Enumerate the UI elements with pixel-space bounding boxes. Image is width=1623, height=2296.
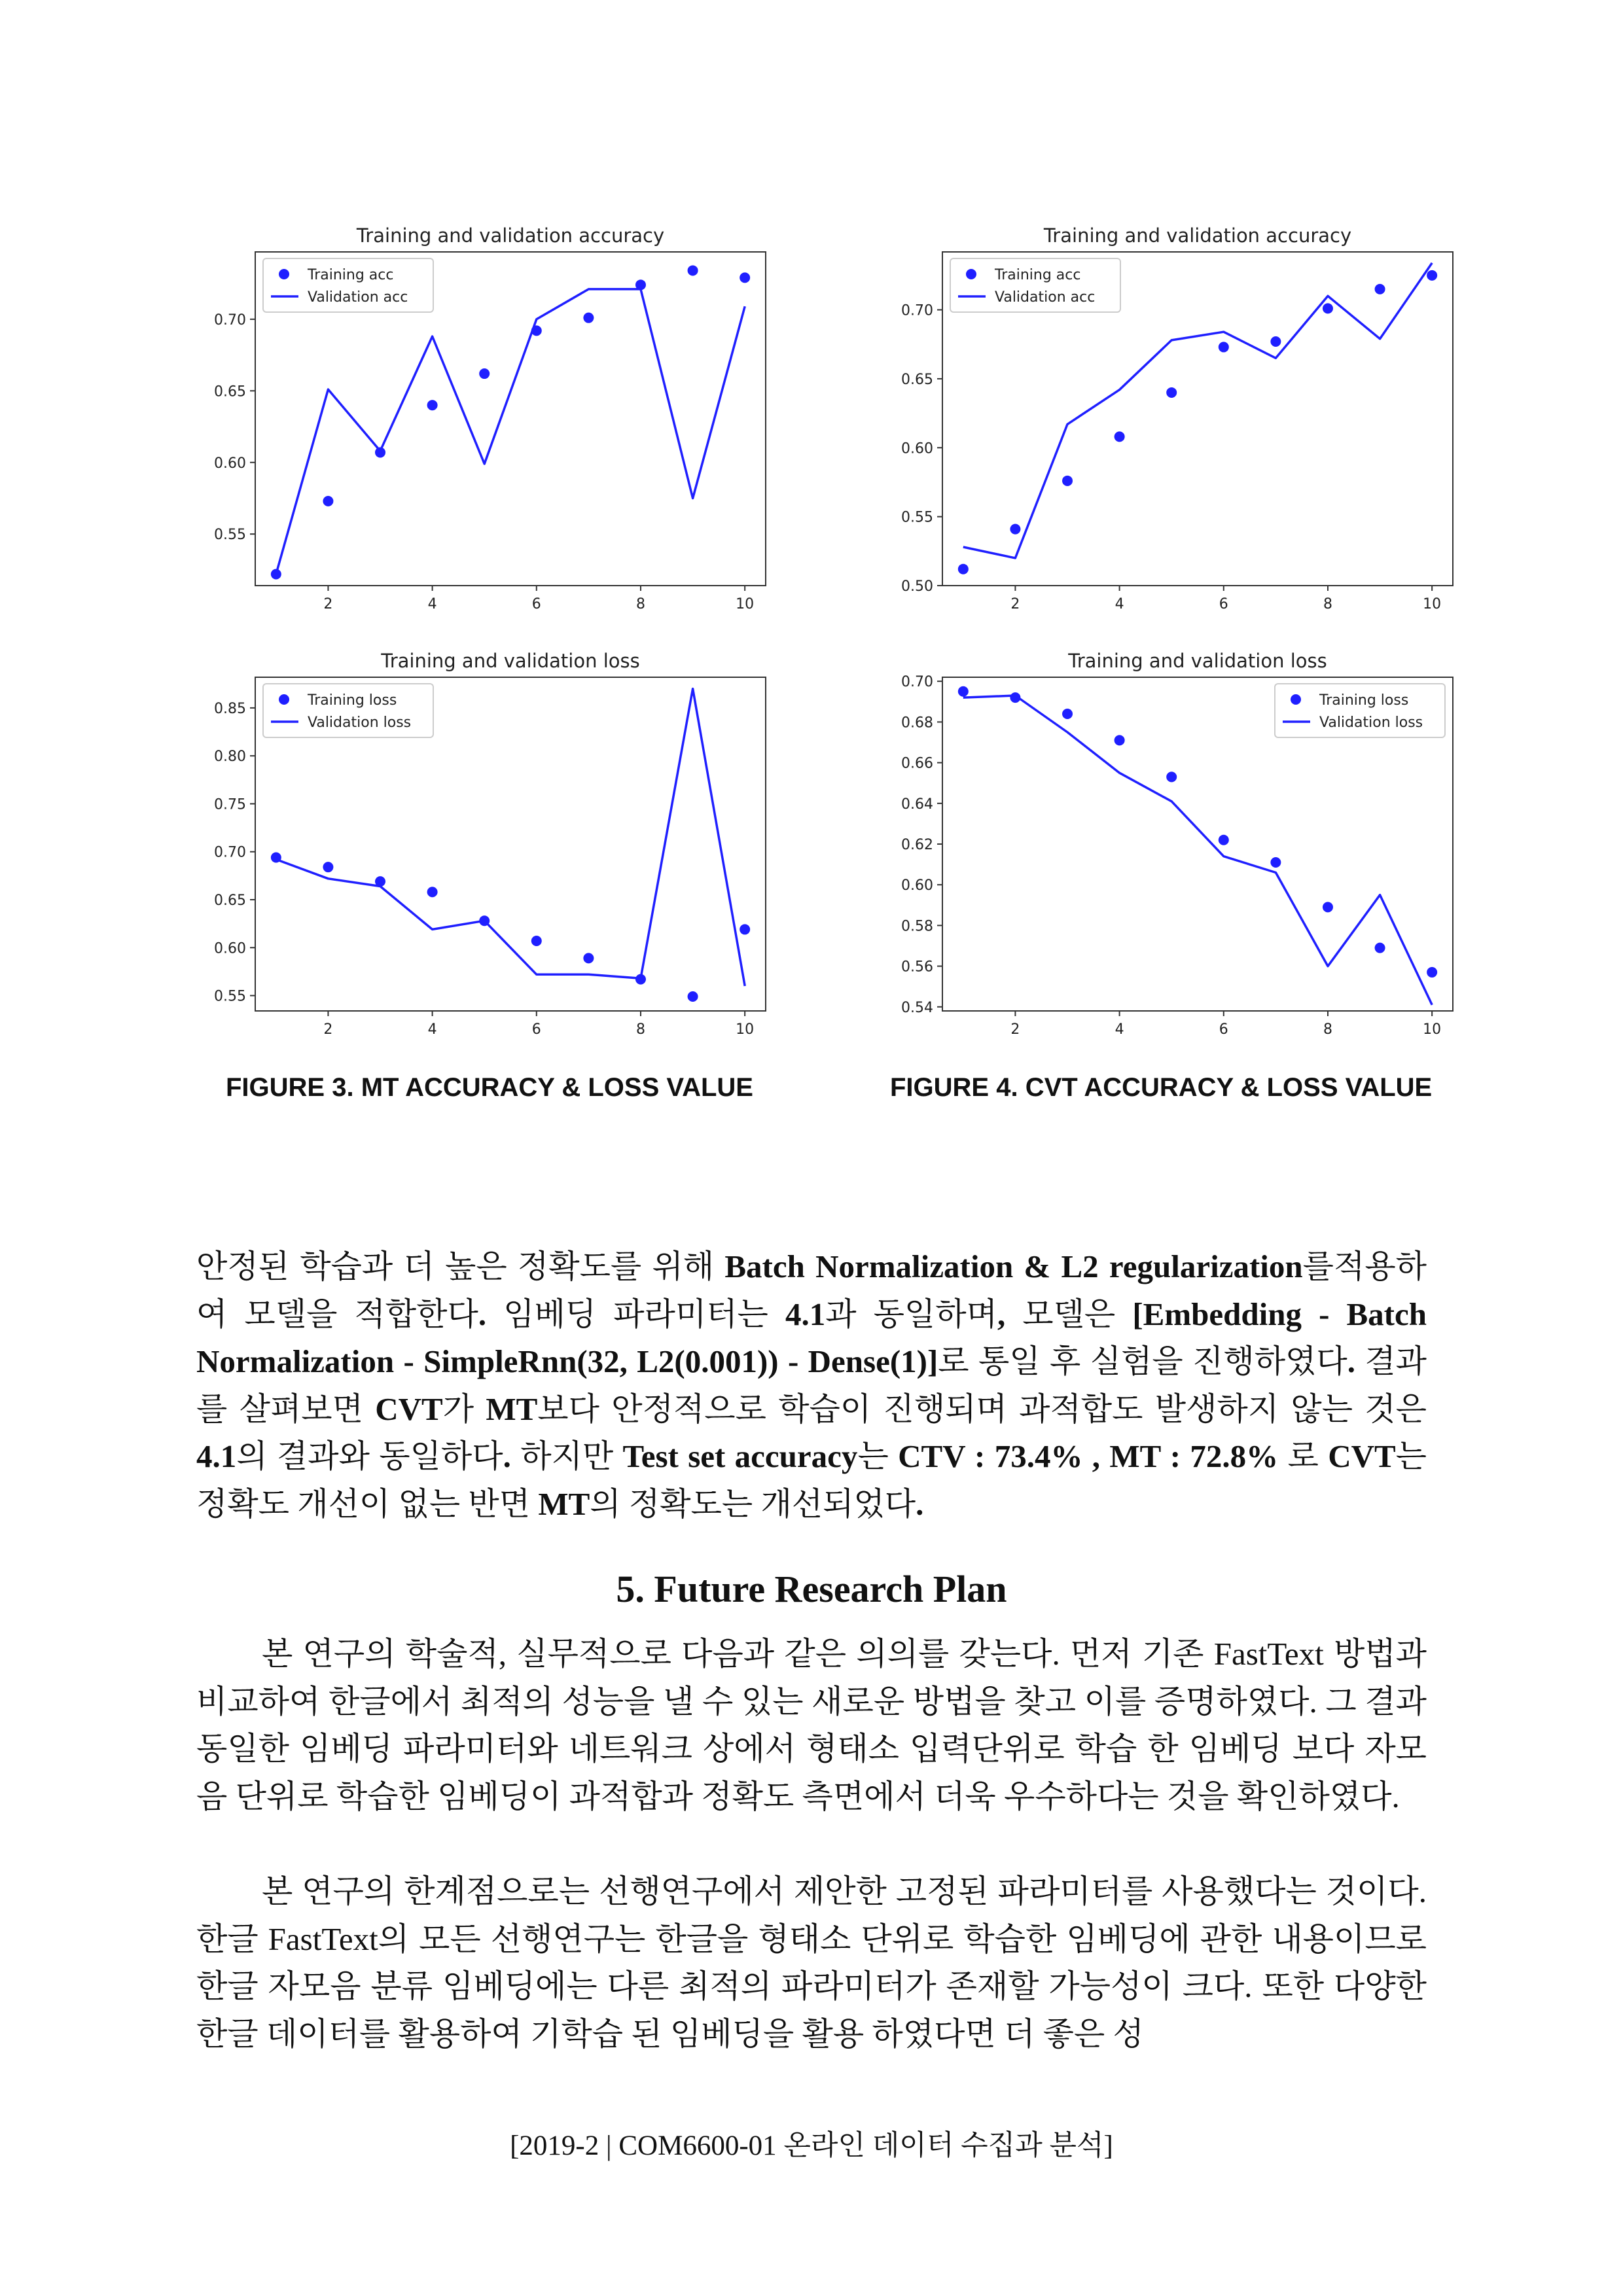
p1-bold: MT — [538, 1485, 590, 1522]
p1-text: 임베딩 파라미터는 — [486, 1296, 785, 1332]
figure-4-caption: FIGURE 4. CVT ACCURACY & LOSS VALUE — [890, 1073, 1433, 1102]
y-tick-label: 0.58 — [901, 918, 933, 935]
legend-marker-training — [966, 269, 976, 279]
y-tick-label: 0.54 — [901, 999, 933, 1016]
y-tick-label: 0.60 — [214, 455, 246, 472]
results-paragraph — [196, 1243, 1427, 1528]
x-tick-label: 2 — [1010, 1021, 1020, 1038]
training-point — [1062, 709, 1073, 719]
legend-marker-training — [279, 694, 289, 705]
y-tick-label: 0.70 — [901, 302, 933, 319]
y-tick-label: 0.65 — [901, 371, 933, 388]
legend-marker-training — [1291, 694, 1301, 705]
chart-svg — [844, 641, 1564, 1060]
chart-svg — [157, 216, 877, 635]
y-tick-label: 0.55 — [214, 988, 246, 1005]
p1-text: 의 결과와 동일하다 — [236, 1438, 503, 1474]
chart-title: Training and validation accuracy — [356, 224, 665, 247]
training-point — [427, 887, 438, 897]
chart-title: Training and validation loss — [1068, 650, 1327, 672]
p1-text: 는 정확도 개선이 없는 반면 — [196, 1438, 1427, 1522]
legend-label-training: Training loss — [1319, 692, 1409, 709]
x-tick-label: 8 — [635, 1021, 645, 1038]
legend-marker-training — [279, 269, 289, 279]
y-tick-label: 0.60 — [901, 440, 933, 457]
training-point — [1166, 771, 1177, 782]
p1-bold: . — [916, 1485, 924, 1522]
validation-line — [963, 696, 1432, 1005]
x-tick-label: 2 — [323, 1021, 333, 1038]
x-tick-label: 10 — [736, 1021, 755, 1038]
p1-bold: 4.1 — [196, 1438, 237, 1474]
training-point — [1010, 524, 1020, 535]
x-tick-label: 4 — [1115, 596, 1124, 612]
x-tick-label: 6 — [531, 596, 541, 612]
p1-text: 결과를 살펴보면 — [196, 1343, 1427, 1427]
p1-text: 의 정확도는 개선되었다 — [590, 1485, 916, 1522]
training-point — [531, 325, 542, 336]
training-point — [740, 924, 750, 934]
research-significance-paragraph: 본 연구의 학술적, 실무적으로 다음과 같은 의의를 갖는다. 먼저 기존 FastText 방법과 비교하여 한글에서 최적의 성능을 낼 수 있는 새로운 방법을 찾고 이를 증명하였다. 그 결과 동일한 임베딩 파라미터와 네트워크 상에서 형태소 입력단위로 학습 한 임베딩 보다 자모음 단위로 학습한 임베딩이 과적합과 정확도 측면에서 더욱 우수하다는 것을 확인하였다. — [196, 1636, 1427, 1814]
training-point — [323, 862, 333, 872]
training-point — [1270, 336, 1281, 347]
figure-3-caption: FIGURE 3. MT ACCURACY & LOSS VALUE — [226, 1073, 753, 1102]
training-point — [958, 686, 969, 697]
training-point — [740, 272, 750, 283]
training-point — [375, 876, 385, 887]
x-tick-label: 2 — [1010, 596, 1020, 612]
p1-text: 로 통일 후 실험을 진행하였다 — [938, 1343, 1347, 1379]
y-tick-label: 0.70 — [214, 844, 246, 861]
training-point — [1115, 735, 1125, 745]
x-tick-label: 10 — [736, 596, 755, 612]
training-point — [1427, 270, 1437, 281]
y-tick-label: 0.55 — [214, 527, 246, 544]
training-point — [479, 915, 490, 926]
training-point — [1115, 431, 1125, 442]
chart-title: Training and validation accuracy — [1043, 224, 1352, 247]
training-point — [1219, 342, 1229, 352]
y-tick-label: 0.64 — [901, 796, 933, 813]
p1-bold: . — [503, 1438, 511, 1474]
y-tick-label: 0.68 — [901, 715, 933, 732]
training-point — [427, 400, 438, 410]
p1-bold: . — [1347, 1343, 1355, 1379]
p1-text: 안정된 학습과 더 높은 정확도를 위해 — [196, 1248, 725, 1284]
chart-cvt-accuracy — [844, 216, 1564, 635]
y-tick-label: 0.60 — [901, 877, 933, 894]
legend-label-training: Training acc — [308, 267, 394, 283]
legend-label-training: Training loss — [308, 692, 397, 709]
p1-text: 보다 안정적으로 학습이 진행되며 과적합도 발생하지 않는 것은 — [537, 1390, 1427, 1427]
p1-text: 를적용하여 모델을 적합한다 — [196, 1248, 1427, 1332]
training-point — [635, 279, 646, 290]
p1-text: 가 — [442, 1390, 486, 1427]
y-tick-label: 0.50 — [901, 578, 933, 595]
training-point — [958, 564, 969, 574]
training-point — [1270, 857, 1281, 868]
chart-svg — [844, 216, 1564, 635]
p1-bold: [Embedding - Batch Normalization - SimpleRnn(32, L2(0.001)) - Dense(1)] — [196, 1296, 1427, 1379]
p1-text: 하지만 — [510, 1438, 623, 1474]
chart-cvt-loss — [844, 641, 1564, 1060]
training-point — [1375, 943, 1385, 953]
training-point — [1323, 303, 1333, 313]
p1-bold: CVT — [1328, 1438, 1396, 1474]
x-tick-label: 4 — [427, 596, 437, 612]
p1-bold: Test set accuracy — [622, 1438, 858, 1474]
training-point — [479, 368, 490, 379]
p1-bold: CTV : 73.4% , MT : 72.8% — [898, 1438, 1279, 1474]
x-tick-label: 6 — [1219, 1021, 1228, 1038]
training-point — [1375, 284, 1385, 294]
y-tick-label: 0.85 — [214, 700, 246, 717]
p1-bold: 4.1 — [785, 1296, 826, 1332]
training-point — [271, 569, 281, 579]
training-point — [1323, 902, 1333, 912]
legend-label-validation: Validation loss — [1319, 715, 1423, 731]
y-tick-label: 0.56 — [901, 959, 933, 976]
x-tick-label: 2 — [323, 596, 333, 612]
x-tick-label: 8 — [635, 596, 645, 612]
training-point — [1427, 967, 1437, 978]
x-tick-label: 10 — [1423, 1021, 1442, 1038]
legend-label-training: Training acc — [995, 267, 1081, 283]
x-tick-label: 4 — [1115, 1021, 1124, 1038]
training-point — [1062, 476, 1073, 486]
legend-label-validation: Validation acc — [995, 289, 1096, 306]
p1-text: 과 동일하며 — [825, 1296, 997, 1332]
section-title: 5. Future Research Plan — [616, 1568, 1007, 1610]
p1-text: 로 — [1278, 1438, 1329, 1474]
training-point — [271, 853, 281, 863]
training-point — [375, 447, 385, 457]
training-point — [688, 991, 698, 1002]
chart-title: Training and validation loss — [381, 650, 640, 672]
training-point — [583, 313, 594, 323]
page-footer: [2019-2 | COM6600-01 온라인 데이터 수집과 분석] — [510, 2130, 1113, 2161]
chart-mt-loss — [157, 641, 877, 1060]
legend-label-validation: Validation loss — [308, 715, 412, 731]
y-tick-label: 0.55 — [901, 509, 933, 526]
p1-bold: . — [478, 1296, 487, 1332]
x-tick-label: 8 — [1323, 596, 1332, 612]
p1-bold: CVT — [375, 1390, 443, 1427]
training-point — [531, 936, 542, 946]
y-tick-label: 0.60 — [214, 940, 246, 957]
x-tick-label: 6 — [1219, 596, 1228, 612]
y-tick-label: 0.62 — [901, 837, 933, 853]
y-tick-label: 0.70 — [214, 311, 246, 328]
y-tick-label: 0.65 — [214, 892, 246, 909]
training-point — [635, 974, 646, 985]
p1-bold: Batch Normalization & L2 regularization — [724, 1248, 1303, 1284]
p1-bold: MT — [486, 1390, 538, 1427]
p1-text: 모델은 — [1005, 1296, 1133, 1332]
training-point — [1010, 692, 1020, 703]
training-point — [688, 265, 698, 275]
training-point — [1219, 835, 1229, 845]
validation-line — [276, 289, 745, 574]
y-tick-label: 0.65 — [214, 383, 246, 400]
x-tick-label: 4 — [427, 1021, 437, 1038]
legend-label-validation: Validation acc — [308, 289, 408, 306]
p1-text: 는 — [857, 1438, 899, 1474]
training-point — [1166, 387, 1177, 398]
y-tick-label: 0.66 — [901, 755, 933, 772]
y-tick-label: 0.70 — [901, 674, 933, 691]
training-point — [323, 496, 333, 506]
chart-mt-accuracy — [157, 216, 877, 635]
training-point — [583, 953, 594, 963]
chart-svg — [157, 641, 877, 1060]
y-tick-label: 0.80 — [214, 749, 246, 766]
limitations-paragraph: 본 연구의 한계점으로는 선행연구에서 제안한 고정된 파라미터를 사용했다는 것이다. 한글 FastText의 모든 선행연구는 한글을 형태소 단위로 학습한 임베딩에 관한 내용이므로 한글 자모음 분류 임베딩에는 다른 최적의 파라미터가 존재할 가능성이 크다. 또한 다양한 한글 데이터를 활용하여 기학습 된 임베딩을 활용 하였다면 더 좋은 성 — [196, 1873, 1427, 2052]
x-tick-label: 8 — [1323, 1021, 1332, 1038]
x-tick-label: 10 — [1423, 596, 1442, 612]
p1-bold: , — [997, 1296, 1006, 1332]
y-tick-label: 0.75 — [214, 796, 246, 813]
x-tick-label: 6 — [531, 1021, 541, 1038]
